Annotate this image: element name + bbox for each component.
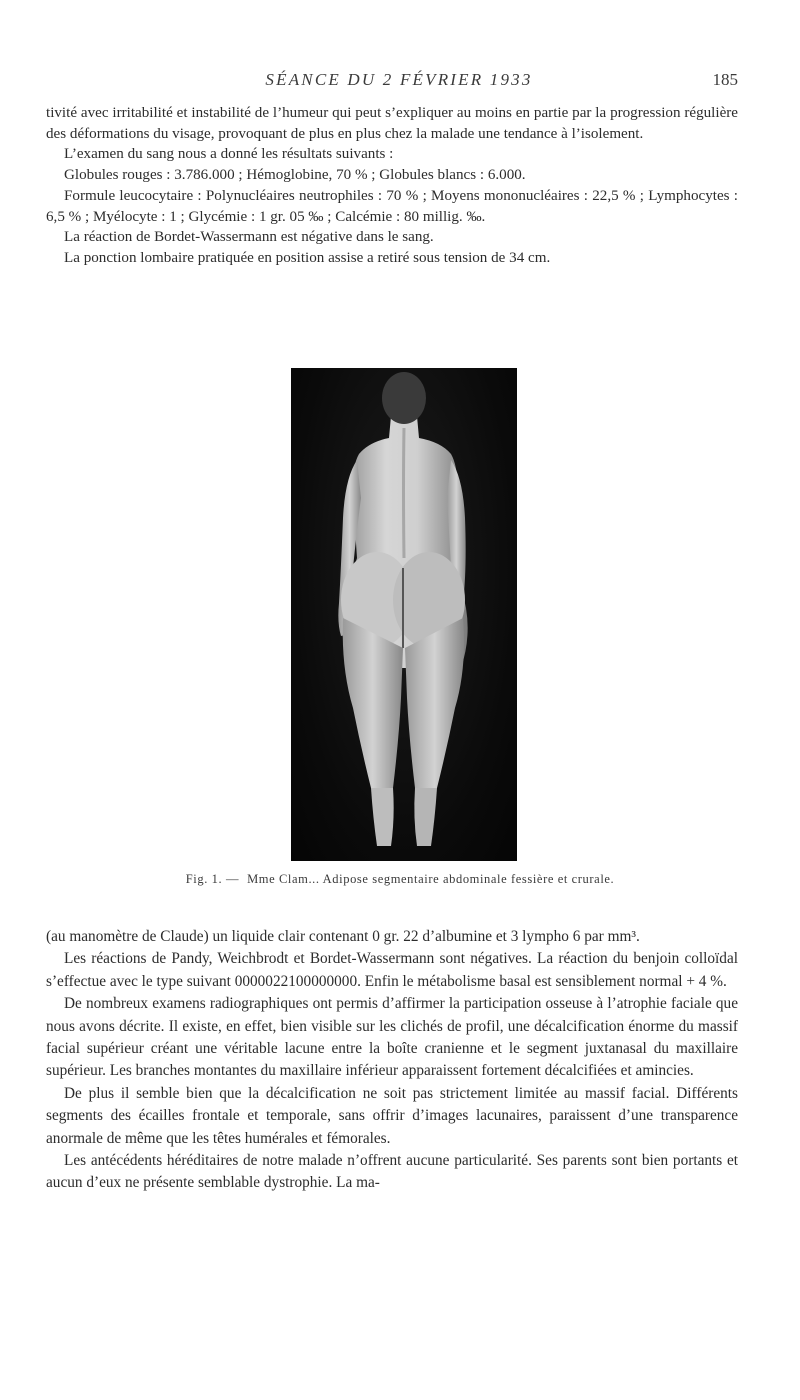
figure-caption-label: Fig. 1. — xyxy=(185,872,240,886)
paragraph: L’examen du sang nous a donné les résultats suivants : xyxy=(64,146,394,163)
paragraph: Formule leucocytaire : Polynucléaires neutrophiles : 70 % ; Moyens mononucléaires : 22,5 % ; Lymphocytes : 6,5 % ; Myélocyte : 1 ; Glycémie : 1 gr. 05 ‰ ; Calcémie : 80 millig. ‰. xyxy=(46,187,738,225)
paragraph: La réaction de Bordet-Wassermann est négative dans le sang. xyxy=(64,229,434,246)
patient-photograph xyxy=(291,368,517,861)
figure-caption xyxy=(0,872,800,887)
paragraph: tivité avec irritabilité et instabilité de l’humeur qui peut s’expliquer au moins en partie par la progression régulière des déformations du visage, provoquant de plus en plus chez la malade une tendance à l’isolement. xyxy=(46,105,738,142)
paragraph: De plus il semble bien que la décalcification ne soit pas strictement limitée au massif facial. Différents segments des écailles frontale et temporale, sans offrir d’images lacunaires, paraissent d’une transparence anormale de même que les têtes humérales et fémorales. xyxy=(46,1084,738,1147)
standing-figure-illustration xyxy=(291,368,517,861)
figure-caption-text: Mme Clam... Adipose segmentaire abdominale fessière et crurale. xyxy=(247,872,615,886)
paragraph: Les antécédents héréditaires de notre malade n’offrent aucune particularité. Ses parents sont bien portants et aucun d’eux ne présente semblable dystrophie. La ma- xyxy=(46,1152,738,1192)
paragraph: De nombreux examens radiographiques ont permis d’affirmer la participation osseuse à l’atrophie faciale que nous avons décrite. Il existe, en effet, bien visible sur les clichés de profil, une décalcification énorme du massif facial supérieur créant une véritable lacune entre la boîte cranienne et le segment juxtanasal du maxillaire supérieur. Les branches montantes du maxillaire inférieur apparaissent fortement décalcifiées et amincies. xyxy=(46,995,738,1080)
paragraph: (au manomètre de Claude) un liquide clair contenant 0 gr. 22 d’albumine et 3 lympho 6 par mm³. xyxy=(46,928,640,945)
paragraph: Les réactions de Pandy, Weichbrodt et Bordet-Wassermann sont négatives. La réaction du benjoin colloïdal s’effectue avec le type suivant 0000022100000000. Enfin le métabolisme basal est sensiblement normal + 4 %. xyxy=(46,950,738,990)
text-block-top xyxy=(46,103,738,269)
paragraph: Globules rouges : 3.786.000 ; Hémoglobine, 70 % ; Globules blancs : 6.000. xyxy=(64,167,526,184)
text-block-bottom xyxy=(46,926,738,1195)
running-head-title: SÉANCE DU 2 FÉVRIER 1933 xyxy=(265,70,533,89)
page-number: 185 xyxy=(712,70,738,89)
paragraph: La ponction lombaire pratiquée en position assise a retiré sous tension de 34 cm. xyxy=(64,249,551,266)
running-head xyxy=(60,70,738,94)
